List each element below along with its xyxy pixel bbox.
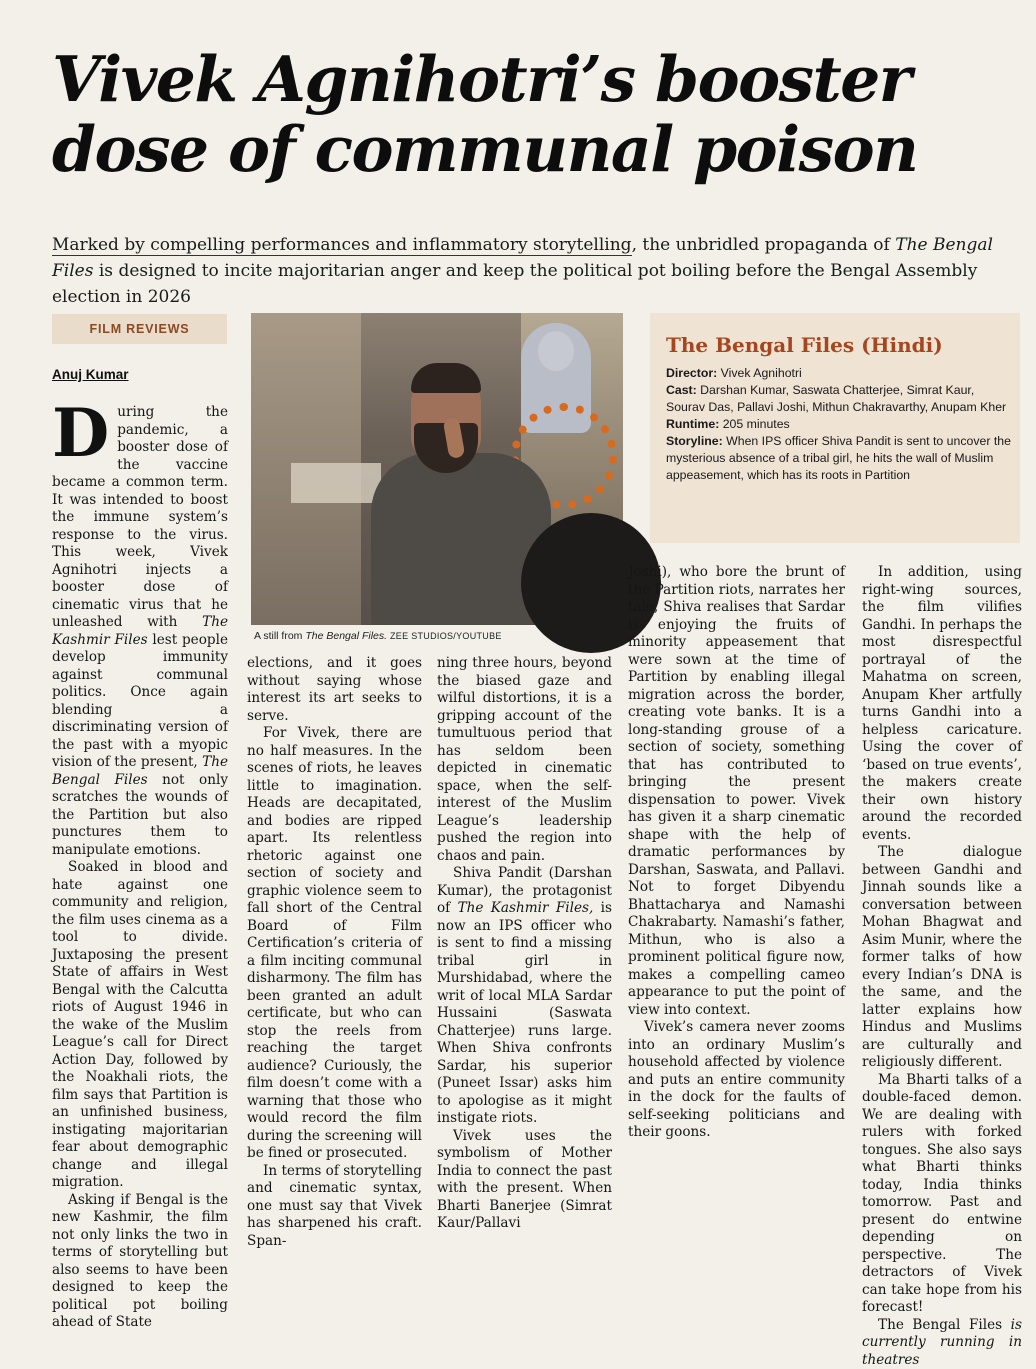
section-label: FILM REVIEWS (52, 314, 227, 344)
article-column-1: During the pandemic, a booster dose of the vaccine became a common term. It was intended to boost the immune system’s response to the virus. This week, Vivek Agnihotri injects a booster dose of cinematic virus that he unleashed with The Kashmir Files lest people develop immunity against communal politics. Once again blending a discriminating version of the past with a myopic vision of the present, The Bengal Files not only scratches the wounds of the Partition but also punctures them to manipulate emotions. Soaked in blood and hate against one community and religion, the film uses cinema as a tool to divide. Juxtaposing the present State of affairs in West Bengal with the Calcutta riots of August 1946 in the wake of the Muslim League’s call for Direct Action Day, followed by the Noakhali riots, the film says that Partition is an unfinished business, instigating majoritarian fear about demographic change and illegal migration. Asking if Bengal is the new Kashmir, the film not only links the two in terms of storytelling but also seems to have been designed to keep the political pot boiling ahead of State (52, 394, 229, 1330)
standfirst-text-1: , the unbridled propaganda of (631, 235, 896, 255)
author-byline: Anuj Kumar (52, 367, 129, 382)
infobox-director: Vivek Agnihotri (720, 366, 802, 380)
photo-caption: A still from The Bengal Files. ZEE STUDIOS/YOUTUBE (254, 630, 502, 642)
article-column-5: In addition, using right-wing sources, the film vilifies Gandhi. In perhaps the most disrespectful portrayal of the Mahatma on screen, Anupam Kher artfully turns Gandhi into a helpless caricature. Using the cover of ‘based on true events’, the makers create their own history around the recorded events. The dialogue between Gandhi and Jinnah sounds like a conversation between Mohan Bhagwat and Asim Munir, where the former talks of how every Indian’s DNA is the same, and the latter explains how Hindus and Muslims are culturally and religiously different. Ma Bharti talks of a double-faced demon. We are dealing with rulers with forked tongues. She also says what Bharti thinks today, India thinks tomorrow. Past and present do entwine depending on perspective. The detractors of Vivek can take hope from his forecast! The Bengal Files is currently running in theatres (862, 564, 1022, 1368)
standfirst-text-2: is designed to incite majoritarian anger and keep the political pot boiling before the Bengal Assembly election in 2026 (52, 261, 978, 307)
standfirst (52, 232, 1022, 310)
drop-cap: D (52, 394, 110, 472)
infobox-storyline: When IPS officer Shiva Pandit is sent to uncover the mysterious absence of a tribal girl, he hits the wall of Muslim appeasement, which has its roots in Partition (666, 434, 1011, 482)
headline: Vivek Agnihotri’s booster dose of communal poison (52, 42, 918, 186)
photo-credit: ZEE STUDIOS/YOUTUBE (389, 631, 502, 641)
standfirst-film-title: The Bengal Files (52, 235, 993, 281)
article-column-3: ning three hours, beyond the biased gaze and wilful distortions, it is a gripping account of the tumultuous period that has seldom been depicted in cinematic space, when the self-interest of the Muslim League’s leadership pushed the region into chaos and pain. Shiva Pandit (Darshan Kumar), the protagonist of The Kashmir Files, is now an IPS officer who is sent to find a missing tribal girl in Murshidabad, where the writ of local MLA Sardar Hussaini (Saswata Chatterjee) runs large. When Shiva confronts Sardar, his superior (Puneet Issar) asks him to apologise as it might instigate riots. Vivek uses the symbolism of Mother India to connect the past with the present. When Bharti Banerjee (Simrat Kaur/Pallavi (437, 655, 612, 1231)
infobox-details: Director: Vivek Agnihotri Cast: Darshan Kumar, Saswata Chatterjee, Simrat Kaur, Sourav Das, Pallavi Joshi, Mithun Chakravarthy, Anupam Kher Runtime: 205 minutes Storyline: When IPS officer Shiva Pandit is sent to uncover the mysterious absence of a tribal girl, he hits the wall of Muslim appeasement, which has its roots in Partition (666, 366, 1011, 482)
infobox-title: The Bengal Files (Hindi) (666, 333, 943, 357)
standfirst-underlined: Marked by compelling performances and inflammatory storytelling (52, 235, 632, 255)
article-column-2: elections, and it goes without saying whose interest its art seeks to serve. For Vivek, there are no half measures. In the scenes of riots, he leaves little to imagination. Heads are decapitated, and bodies are ripped apart. Its relentless rhetoric against one section of society and graphic violence seem to fall short of the Central Board of Film Certification’s criteria of a film inciting communal disharmony. The film has been granted an adult certificate, but who can stop the reels from reaching the target audience? Curiously, the film doesn’t come with a warning that those who would record the film during the screening will be fined or prosecuted. In terms of storytelling and cinematic syntax, one must say that Vivek has sharpened his craft. Span- (247, 655, 422, 1249)
film-info-box (650, 313, 1020, 543)
film-still-photo (251, 313, 623, 625)
infobox-cast: Darshan Kumar, Saswata Chatterjee, Simrat Kaur, Sourav Das, Pallavi Joshi, Mithun Chakravarthy, Anupam Kher (666, 383, 1007, 414)
article-column-4: Joshi), who bore the brunt of the Partition riots, narrates her tale, Shiva realises that Sardar is enjoying the fruits of minority appeasement that were sown at the time of Partition by enabling illegal migration across the border, creating vote banks. It is a long-standing grouse of a section of society, something that has contributed to bringing the present dispensation to power. Vivek has given it a sharp cinematic shape with the help of dramatic performances by Darshan, Saswata, and Pallavi. Not to forget Dibyendu Bhattacharya and Namashi Chakrabarty. Namashi’s father, Mithun, who is also a prominent political figure now, makes a compelling cameo appearance to put the point of view into context. Vivek’s camera never zooms into an ordinary Muslim’s household affected by violence and puts an entire community in the dock for the faults of self-seeking politicians and their goons. (628, 564, 845, 1140)
infobox-runtime: 205 minutes (722, 417, 790, 431)
